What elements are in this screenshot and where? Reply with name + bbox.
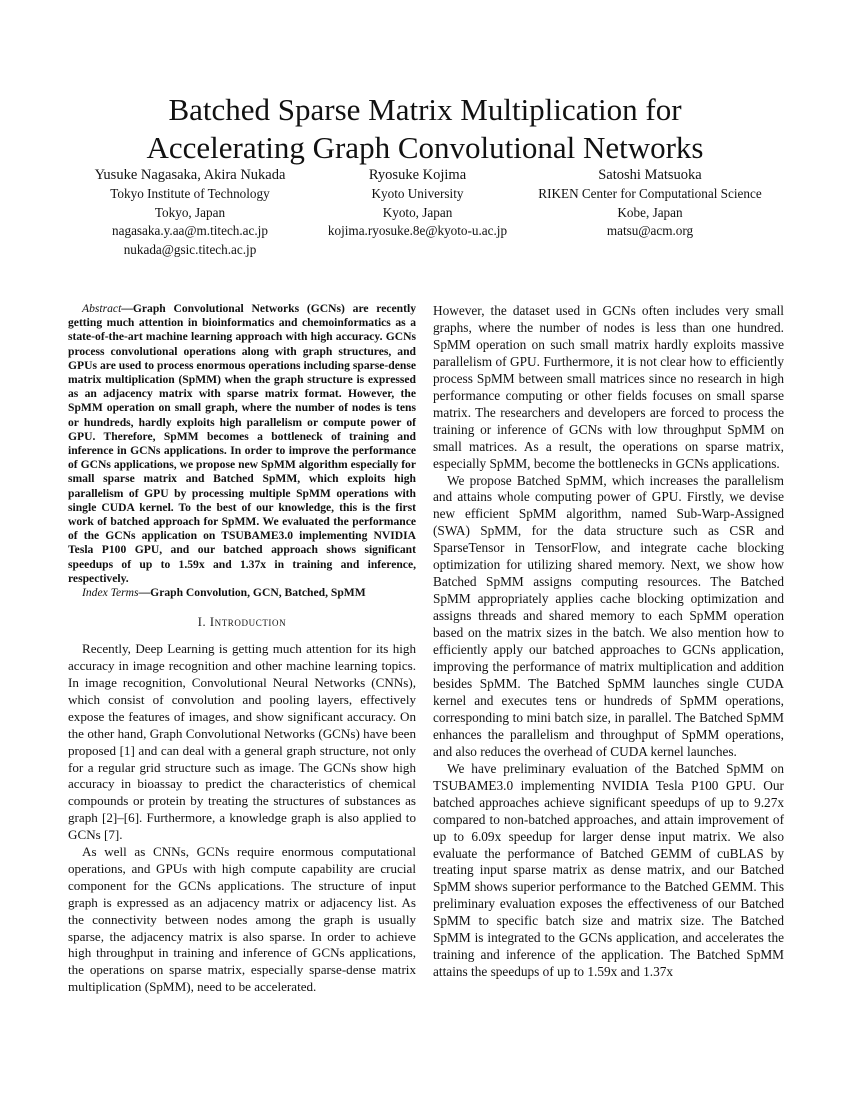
- title-line-1: Batched Sparse Matrix Multiplication for: [168, 91, 682, 127]
- author-2: [310, 166, 525, 241]
- author-1: [70, 166, 310, 259]
- author-location: Kobe, Japan: [617, 204, 683, 220]
- author-block: [0, 166, 850, 266]
- abstract-label: Abstract: [82, 302, 122, 315]
- author-name: Yusuke Nagasaka, Akira Nukada: [94, 167, 286, 183]
- index-terms: [68, 586, 416, 600]
- index-terms-text: —Graph Convolution, GCN, Batched, SpMM: [138, 586, 366, 600]
- right-column: [433, 303, 784, 981]
- body-paragraph: As well as CNNs, GCNs require enormous computational operations, and GPUs with high compute capability are crucial component for the GCNs applications. The structure of input graph is expressed as an adjacency matrix or adjacency list. As the connectivity between nodes among the graph is usually sparse, the adjacency matrix is also sparse. In order to achieve high throughput in training and inference of GCNs applications, the operations on sparse matrix, especially sparse-dense matrix multiplication (SpMM), need to be accelerated.: [68, 844, 416, 995]
- author-location: Kyoto, Japan: [382, 204, 453, 220]
- title-line-2: Accelerating Graph Convolutional Networks: [146, 129, 704, 165]
- author-location: Tokyo, Japan: [154, 204, 226, 220]
- author-email: kojima.ryosuke.8e@kyoto-u.ac.jp: [327, 223, 508, 238]
- abstract: [68, 302, 416, 586]
- author-email: nagasaka.y.aa@m.titech.ac.jp: [112, 223, 268, 238]
- paper-title: [60, 91, 790, 167]
- author-affiliation: Tokyo Institute of Technology: [110, 186, 270, 201]
- body-paragraph: We propose Batched SpMM, which increases the parallelism and attains whole computing power of GPU. Firstly, we devise new efficient SpMM algorithm, named Sub-Warp-Assigned (SWA) SpMM, for the data structure such as CSR and SparseTensor in TensorFlow, and integrate cache blocking optimization for utilizing shared memory. Next, we show how Batched SpMM assigns computing resources. The Batched SpMM appropriately applies cache blocking optimization and assigns threads and shared memory to each SpMM operation based on the matrix sizes in the batch. We also mention how to efficiently apply our batched approaches to GCNs application, improving the performance of matrix multiplication and addition besides SpMM. The Batched SpMM launches single CUDA kernel and executes tens or hundreds of SpMM operations, corresponding to mini batch size, in parallel. The Batched SpMM enhances the parallelism and throughput of SpMM operations, and also reduces the overhead of CUDA kernel launches.: [433, 472, 784, 759]
- abstract-text: —Graph Convolutional Networks (GCNs) are recently getting much attention in bioinformatics and chemoinformatics as a state-of-the-art machine learning approach with high accuracy. GCNs process convolutional operations along with graph structures, and GPUs are used to process enormous operations including sparse-dense matrix multiplication (SpMM) when the graph structure is expressed as an adjacency matrix with sparse matrix format. However, the SpMM operation on small graph, where the number of nodes is tens or hundreds, hardly exploits high parallelism or compute power of GPU. Therefore, SpMM becomes a bottleneck of training and inference in GCNs applications. In order to improve the performance of GCNs applications, we propose new SpMM algorithm especially for small sparse matrix and Batched SpMM, which exploits high parallelism of GPU by processing multiple SpMM operations with single CUDA kernel. To the best of our knowledge, this is the first work of batched approach for SpMM. We evaluated the performance of the GCNs application on TSUBAME3.0 implementing NVIDIA Tesla P100 GPU, and our batched approach shows significant speedups of up to 1.59x and 1.37x in training and inference, respectively.: [68, 302, 416, 585]
- author-affiliation: RIKEN Center for Computational Science: [538, 186, 762, 201]
- author-email: matsu@acm.org: [606, 223, 694, 238]
- author-3: [525, 166, 775, 241]
- author-email: nukada@gsic.titech.ac.jp: [123, 241, 257, 257]
- body-paragraph: However, the dataset used in GCNs often includes very small graphs, where the number of nodes is less than one hundred. SpMM operation on such small matrix hardly exploits massive parallelism of GPU. Furthermore, it is not clear how to efficiently process SpMM between small matrices since no research in high performance computing or other fields focuses on small sparse matrix. The researchers and developers are forced to process the training or inference of GCNs with low throughput SpMM on small matrices. As a result, the operations on sparse matrix, especially SpMM, become the bottlenecks in GCNs applications.: [433, 303, 784, 471]
- author-affiliation: Kyoto University: [371, 186, 464, 201]
- index-terms-label: Index Terms: [82, 586, 139, 600]
- body-paragraph: We have preliminary evaluation of the Batched SpMM on TSUBAME3.0 implementing NVIDIA Tesla P100 GPU. Our batched approaches achieve significant speedups of up to 9.27x compared to non-batched approaches, and attain improvement of up to 6.09x speedup for larger dense input matrix. We also evaluate the performance of Batched GEMM of cuBLAS by treating input sparse matrix as dense matrix, and our Batched SpMM shows superior performance to the Batched GEMM. This preliminary evaluation exposes the effectiveness of our Batched SpMM to specific batch size and matrix size. The Batched SpMM is integrated to the GCNs application, and accelerates the training and inference of the application. The Batched SpMM attains the speedups of up to 1.59x and 1.37x: [433, 760, 784, 980]
- author-name: Satoshi Matsuoka: [598, 167, 702, 183]
- body-paragraph: Recently, Deep Learning is getting much attention for its high accuracy in image recognition and other machine learning topics. In image recognition, Convolutional Neural Networks (CNNs), which consist of convolution and pooling layers, effectively expose the features of images, and show significant accuracy. On the other hand, Graph Convolutional Networks (GCNs) have been proposed [1] and can deal with a general graph structure, not only for a regular grid structure such as image. The GCNs show high accuracy in bioassay to predict the characteristics of chemical compounds or protein by treating the structures of substances as graph [2]–[6]. Furthermore, a knowledge graph is also applied to GCNs [7].: [68, 641, 416, 843]
- author-name: Ryosuke Kojima: [368, 167, 467, 183]
- left-column: [68, 302, 416, 996]
- section-heading: I. Introduction: [197, 615, 287, 630]
